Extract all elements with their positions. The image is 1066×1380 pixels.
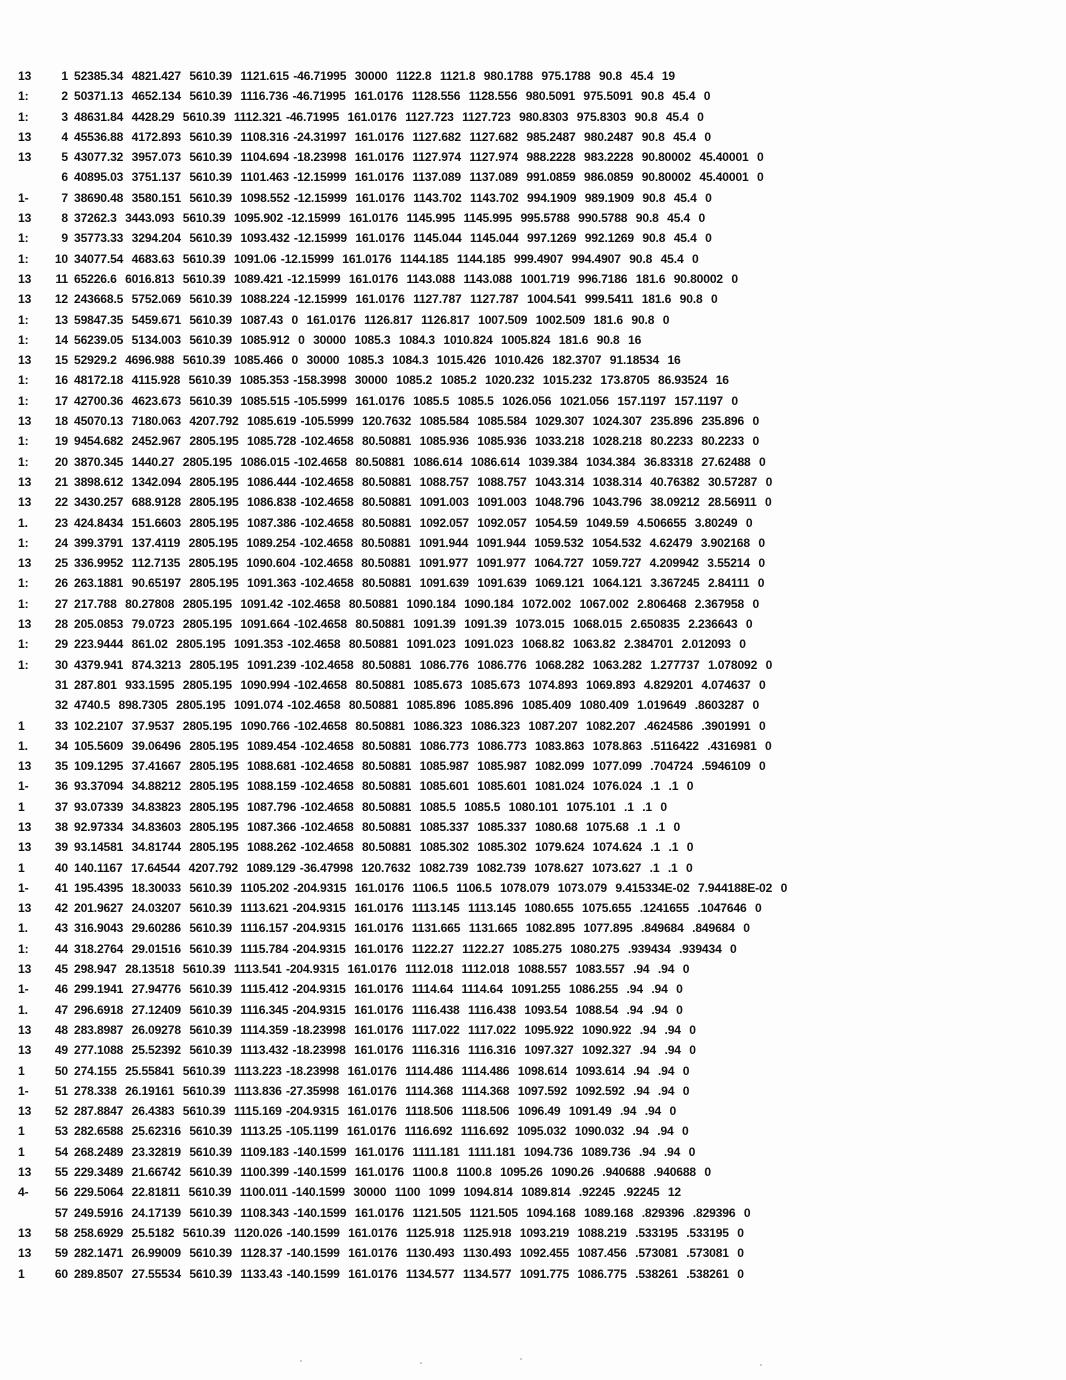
table-row bbox=[18, 756, 1058, 776]
row-index: 35 bbox=[54, 759, 68, 774]
row-index: 36 bbox=[54, 779, 68, 794]
row-prefix: 13 bbox=[18, 129, 32, 144]
row-values: 48172.18 4115.928 5610.39 1085.353 -158.3998 30000 1085.2 1085.2 1020.232 1015.232 173.8705 86.93524 16 bbox=[74, 373, 729, 388]
table-row bbox=[18, 391, 1058, 411]
row-prefix: 1 bbox=[18, 860, 25, 875]
row-index: 49 bbox=[54, 1043, 68, 1058]
row-prefix: 13 bbox=[18, 353, 32, 368]
row-values: 3870.345 1440.27 2805.195 1086.015 -102.4658 80.50881 1086.614 1086.614 1039.384 1034.384 36.83318 27.62488 0 bbox=[74, 454, 766, 469]
row-index: 30 bbox=[54, 657, 68, 672]
row-values: 93.14581 34.81744 2805.195 1088.262 -102.4658 80.50881 1085.302 1085.302 1079.624 1074.624 .1 .1 0 bbox=[74, 840, 694, 855]
table-row bbox=[18, 1061, 1058, 1081]
row-index: 29 bbox=[54, 637, 68, 652]
row-prefix: 1: bbox=[18, 596, 29, 611]
row-values: 274.155 25.55841 5610.39 1113.223 -18.23998 161.0176 1114.486 1114.486 1098.614 1093.614 .94 .94 0 bbox=[74, 1063, 690, 1078]
table-row bbox=[18, 370, 1058, 390]
row-index: 25 bbox=[54, 556, 68, 571]
table-row bbox=[18, 898, 1058, 918]
table-row bbox=[18, 716, 1058, 736]
row-index: 56 bbox=[54, 1185, 68, 1200]
row-index: 26 bbox=[54, 576, 68, 591]
row-prefix: 1 bbox=[18, 718, 25, 733]
row-values: 263.1881 90.65197 2805.195 1091.363 -102.4658 80.50881 1091.639 1091.639 1069.121 1064.121 3.367245 2.84111 0 bbox=[74, 576, 765, 591]
row-prefix: 13 bbox=[18, 617, 32, 632]
row-prefix: 1 bbox=[18, 1266, 25, 1281]
row-index: 17 bbox=[54, 393, 68, 408]
row-prefix: 1: bbox=[18, 231, 29, 246]
table-row bbox=[18, 1182, 1058, 1202]
row-prefix: 1: bbox=[18, 657, 29, 672]
row-prefix: 13 bbox=[18, 1246, 32, 1261]
table-row bbox=[18, 167, 1058, 187]
table-row bbox=[18, 350, 1058, 370]
row-prefix: 1. bbox=[18, 1002, 28, 1017]
scan-speck bbox=[520, 1358, 522, 1360]
row-values: 287.801 933.1595 2805.195 1090.994 -102.4658 80.50881 1085.673 1085.673 1074.893 1069.893 4.829201 4.074637 0 bbox=[74, 677, 766, 692]
table-row bbox=[18, 1020, 1058, 1040]
row-index: 13 bbox=[54, 312, 68, 327]
table-row bbox=[18, 1121, 1058, 1141]
row-index: 31 bbox=[54, 677, 68, 692]
table-row bbox=[18, 533, 1058, 553]
data-table bbox=[18, 66, 1058, 1284]
table-row bbox=[18, 86, 1058, 106]
row-index: 1 bbox=[61, 69, 68, 83]
row-prefix: 1. bbox=[18, 515, 28, 530]
table-row bbox=[18, 249, 1058, 269]
row-prefix: 1- bbox=[18, 779, 29, 794]
row-values: 45536.88 4172.893 5610.39 1108.316 -24.31997 161.0176 1127.682 1127.682 985.2487 980.2487 90.8 45.4 0 bbox=[74, 129, 711, 144]
row-index: 50 bbox=[54, 1063, 68, 1078]
row-prefix: 13 bbox=[18, 69, 32, 83]
row-prefix: 1: bbox=[18, 434, 29, 449]
row-values: 229.5064 22.81811 5610.39 1100.011 -140.1599 30000 1100 1099 1094.814 1089.814 .92245 .92245 12 bbox=[74, 1185, 681, 1200]
row-values: 316.9043 29.60286 5610.39 1116.157 -204.9315 161.0176 1131.665 1131.665 1082.895 1077.895 .849684 .849684 0 bbox=[74, 921, 750, 936]
row-values: 258.6929 25.5182 5610.39 1120.026 -140.1599 161.0176 1125.918 1125.918 1093.219 1088.219 .533195 .533195 0 bbox=[74, 1225, 744, 1240]
row-values: 299.1941 27.94776 5610.39 1115.412 -204.9315 161.0176 1114.64 1114.64 1091.255 1086.255 .94 .94 0 bbox=[74, 982, 683, 997]
row-prefix: 1. bbox=[18, 738, 28, 753]
row-index: 8 bbox=[61, 211, 68, 226]
table-row bbox=[18, 513, 1058, 533]
row-prefix: 13 bbox=[18, 759, 32, 774]
row-values: 65226.6 6016.813 5610.39 1089.421 -12.15999 161.0176 1143.088 1143.088 1001.719 996.7186 181.6 90.80002 0 bbox=[74, 271, 738, 286]
row-index: 43 bbox=[54, 921, 68, 936]
row-values: 4740.5 898.7305 2805.195 1091.074 -102.4658 80.50881 1085.896 1085.896 1085.409 1080.409 1.019649 .8603287 0 bbox=[74, 698, 760, 713]
table-row bbox=[18, 411, 1058, 431]
row-values: 229.3489 21.66742 5610.39 1100.399 -140.1599 161.0176 1100.8 1100.8 1095.26 1090.26 .940688 .940688 0 bbox=[74, 1165, 711, 1180]
row-index: 27 bbox=[54, 596, 68, 611]
row-index: 33 bbox=[54, 718, 68, 733]
table-row bbox=[18, 959, 1058, 979]
row-values: 243668.5 5752.069 5610.39 1088.224 -12.15999 161.0176 1127.787 1127.787 1004.541 999.5411 181.6 90.8 0 bbox=[74, 292, 718, 307]
table-row bbox=[18, 776, 1058, 796]
row-prefix: 13 bbox=[18, 292, 32, 307]
table-row bbox=[18, 939, 1058, 959]
row-values: 37262.3 3443.093 5610.39 1095.902 -12.15999 161.0176 1145.995 1145.995 995.5788 990.5788 90.8 45.4 0 bbox=[74, 211, 706, 226]
row-prefix: 1 bbox=[18, 799, 25, 814]
row-index: 58 bbox=[54, 1225, 68, 1240]
row-prefix: 1: bbox=[18, 941, 29, 956]
row-prefix: 13 bbox=[18, 1022, 32, 1037]
table-row bbox=[18, 107, 1058, 127]
row-values: 43077.32 3957.073 5610.39 1104.694 -18.23998 161.0176 1127.974 1127.974 988.2228 983.2228 90.80002 45.40001 0 bbox=[74, 150, 764, 165]
table-row bbox=[18, 1264, 1058, 1284]
row-values: 278.338 26.19161 5610.39 1113.836 -27.35998 161.0176 1114.368 1114.368 1097.592 1092.592 .94 .94 0 bbox=[74, 1083, 690, 1098]
row-prefix: 1- bbox=[18, 190, 29, 205]
table-row bbox=[18, 594, 1058, 614]
row-index: 23 bbox=[54, 515, 68, 530]
row-values: 40895.03 3751.137 5610.39 1101.463 -12.15999 161.0176 1137.089 1137.089 991.0859 986.0859 90.80002 45.40001 0 bbox=[74, 170, 764, 185]
row-prefix: 1: bbox=[18, 89, 29, 104]
row-index: 18 bbox=[54, 414, 68, 429]
row-values: 277.1088 25.52392 5610.39 1113.432 -18.23998 161.0176 1116.316 1116.316 1097.327 1092.327 .94 .94 0 bbox=[74, 1043, 696, 1058]
row-index: 20 bbox=[54, 454, 68, 469]
row-index: 10 bbox=[54, 251, 68, 266]
table-row bbox=[18, 127, 1058, 147]
row-prefix: 1: bbox=[18, 576, 29, 591]
row-values: 35773.33 3294.204 5610.39 1093.432 -12.15999 161.0176 1145.044 1145.044 997.1269 992.1269 90.8 45.4 0 bbox=[74, 231, 712, 246]
table-row bbox=[18, 878, 1058, 898]
row-index: 53 bbox=[54, 1124, 68, 1139]
table-row bbox=[18, 492, 1058, 512]
row-index: 22 bbox=[54, 495, 68, 510]
row-values: 105.5609 39.06496 2805.195 1089.454 -102.4658 80.50881 1086.773 1086.773 1083.863 1078.863 .5116422 .4316981 0 bbox=[74, 738, 772, 753]
row-values: 249.5916 24.17139 5610.39 1108.343 -140.1599 161.0176 1121.505 1121.505 1094.168 1089.168 .829396 .829396 0 bbox=[74, 1205, 751, 1220]
row-index: 21 bbox=[54, 474, 68, 489]
row-values: 289.8507 27.55534 5610.39 1133.43 -140.1599 161.0176 1134.577 1134.577 1091.775 1086.775 .538261 .538261 0 bbox=[74, 1266, 744, 1281]
scan-speck bbox=[300, 1360, 302, 1362]
row-values: 59847.35 5459.671 5610.39 1087.43 0 161.0176 1126.817 1126.817 1007.509 1002.509 181.6 90.8 0 bbox=[74, 312, 670, 327]
table-row bbox=[18, 228, 1058, 248]
table-row bbox=[18, 147, 1058, 167]
row-prefix: 13 bbox=[18, 962, 32, 977]
row-index: 47 bbox=[54, 1002, 68, 1017]
row-values: 109.1295 37.41667 2805.195 1088.681 -102.4658 80.50881 1085.987 1085.987 1082.099 1077.099 .704724 .5946109 0 bbox=[74, 759, 766, 774]
row-prefix: 1. bbox=[18, 921, 28, 936]
row-index: 19 bbox=[54, 434, 68, 449]
table-row bbox=[18, 66, 1058, 86]
row-values: 282.1471 26.99009 5610.39 1128.37 -140.1599 161.0176 1130.493 1130.493 1092.455 1087.456 .573081 .573081 0 bbox=[74, 1246, 744, 1261]
row-index: 37 bbox=[54, 799, 68, 814]
row-values: 52385.34 4821.427 5610.39 1121.615 -46.71995 30000 1122.8 1121.8 980.1788 975.1788 90.8 45.4 19 bbox=[74, 69, 675, 83]
scan-speck bbox=[760, 1364, 762, 1366]
row-index: 24 bbox=[54, 535, 68, 550]
row-values: 50371.13 4652.134 5610.39 1116.736 -46.71995 161.0176 1128.556 1128.556 980.5091 975.5091 90.8 45.4 0 bbox=[74, 89, 711, 104]
row-prefix: 13 bbox=[18, 150, 32, 165]
row-prefix: 1: bbox=[18, 393, 29, 408]
row-values: 287.8847 26.4383 5610.39 1115.169 -204.9315 161.0176 1118.506 1118.506 1096.49 1091.49 .94 .94 0 bbox=[74, 1104, 677, 1119]
table-row bbox=[18, 1040, 1058, 1060]
row-values: 201.9627 24.03207 5610.39 1113.621 -204.9315 161.0176 1113.145 1113.145 1080.655 1075.655 .1241655 .1047646 0 bbox=[74, 901, 762, 916]
table-row bbox=[18, 452, 1058, 472]
row-values: 282.6588 25.62316 5610.39 1113.25 -105.1199 161.0176 1116.692 1116.692 1095.032 1090.032 .94 .94 0 bbox=[74, 1124, 689, 1139]
row-index: 55 bbox=[54, 1165, 68, 1180]
row-values: 424.8434 151.6603 2805.195 1087.386 -102.4658 80.50881 1092.057 1092.057 1054.59 1049.59 4.506655 3.80249 0 bbox=[74, 515, 753, 530]
row-prefix: 1: bbox=[18, 637, 29, 652]
row-values: 92.97334 34.83603 2805.195 1087.366 -102.4658 80.50881 1085.337 1085.337 1080.68 1075.68 .1 .1 0 bbox=[74, 819, 681, 834]
row-prefix: 13 bbox=[18, 819, 32, 834]
row-prefix: 1: bbox=[18, 373, 29, 388]
row-prefix: 1 bbox=[18, 1124, 25, 1139]
row-index: 45 bbox=[54, 962, 68, 977]
row-values: 93.07339 34.83823 2805.195 1087.796 -102.4658 80.50881 1085.5 1085.5 1080.101 1075.101 .1 .1 0 bbox=[74, 799, 667, 814]
table-row bbox=[18, 573, 1058, 593]
row-index: 54 bbox=[54, 1144, 68, 1159]
row-values: 140.1167 17.64544 4207.792 1089.129 -36.47998 120.7632 1082.739 1082.739 1078.627 1073.627 .1 .1 0 bbox=[74, 860, 693, 875]
row-index: 46 bbox=[54, 982, 68, 997]
row-index: 5 bbox=[61, 150, 68, 165]
row-prefix: 1 bbox=[18, 1063, 25, 1078]
row-prefix: 1- bbox=[18, 880, 29, 895]
row-prefix: 13 bbox=[18, 1225, 32, 1240]
table-row bbox=[18, 310, 1058, 330]
row-index: 60 bbox=[54, 1266, 68, 1281]
row-prefix: 13 bbox=[18, 901, 32, 916]
row-prefix: 13 bbox=[18, 495, 32, 510]
table-row bbox=[18, 858, 1058, 878]
table-row bbox=[18, 1203, 1058, 1223]
row-values: 283.8987 26.09278 5610.39 1114.359 -18.23998 161.0176 1117.022 1117.022 1095.922 1090.922 .94 .94 0 bbox=[74, 1022, 696, 1037]
row-values: 399.3791 137.4119 2805.195 1089.254 -102.4658 80.50881 1091.944 1091.944 1059.532 1054.532 4.62479 3.902168 0 bbox=[74, 535, 765, 550]
row-index: 42 bbox=[54, 901, 68, 916]
row-prefix: 13 bbox=[18, 414, 32, 429]
row-index: 41 bbox=[54, 880, 68, 895]
row-prefix: 13 bbox=[18, 840, 32, 855]
row-prefix: 1: bbox=[18, 535, 29, 550]
row-index: 59 bbox=[54, 1246, 68, 1261]
row-index: 2 bbox=[61, 89, 68, 104]
table-row bbox=[18, 1101, 1058, 1121]
row-values: 34077.54 4683.63 5610.39 1091.06 -12.15999 161.0176 1144.185 1144.185 999.4907 994.4907 90.8 45.4 0 bbox=[74, 251, 699, 266]
row-index: 9 bbox=[61, 231, 68, 246]
row-index: 4 bbox=[61, 129, 68, 144]
row-prefix: 4- bbox=[18, 1185, 29, 1200]
table-row bbox=[18, 736, 1058, 756]
row-index: 57 bbox=[54, 1205, 68, 1220]
row-values: 93.37094 34.88212 2805.195 1088.159 -102.4658 80.50881 1085.601 1085.601 1081.024 1076.024 .1 .1 0 bbox=[74, 779, 694, 794]
row-values: 56239.05 5134.003 5610.39 1085.912 0 30000 1085.3 1084.3 1010.824 1005.824 181.6 90.8 16 bbox=[74, 332, 642, 347]
table-row bbox=[18, 655, 1058, 675]
row-values: 48631.84 4428.29 5610.39 1112.321 -46.71995 161.0176 1127.723 1127.723 980.8303 975.8303 90.8 45.4 0 bbox=[74, 109, 704, 124]
row-prefix: 13 bbox=[18, 556, 32, 571]
row-values: 42700.36 4623.673 5610.39 1085.515 -105.5999 161.0176 1085.5 1085.5 1026.056 1021.056 157.1197 157.1197 0 bbox=[74, 393, 738, 408]
row-prefix: 13 bbox=[18, 1165, 32, 1180]
table-row bbox=[18, 979, 1058, 999]
row-prefix: 1: bbox=[18, 312, 29, 327]
row-values: 102.2107 37.9537 2805.195 1090.766 -102.4658 80.50881 1086.323 1086.323 1087.207 1082.207 .4624586 .3901991 0 bbox=[74, 718, 766, 733]
row-values: 268.2489 23.32819 5610.39 1109.183 -140.1599 161.0176 1111.181 1111.181 1094.736 1089.736 .94 .94 0 bbox=[74, 1144, 696, 1159]
row-index: 7 bbox=[61, 190, 68, 205]
row-index: 32 bbox=[54, 698, 68, 713]
row-prefix: 13 bbox=[18, 1043, 32, 1058]
row-values: 4379.941 874.3213 2805.195 1091.239 -102.4658 80.50881 1086.776 1086.776 1068.282 1063.282 1.277737 1.078092 0 bbox=[74, 657, 773, 672]
row-index: 12 bbox=[54, 292, 68, 307]
row-values: 38690.48 3580.151 5610.39 1098.552 -12.15999 161.0176 1143.702 1143.702 994.1909 989.1909 90.8 45.4 0 bbox=[74, 190, 712, 205]
row-values: 217.788 80.27808 2805.195 1091.42 -102.4658 80.50881 1090.184 1090.184 1072.002 1067.002 2.806468 2.367958 0 bbox=[74, 596, 760, 611]
row-values: 336.9952 112.7135 2805.195 1090.604 -102.4658 80.50881 1091.977 1091.977 1064.727 1059.727 4.209942 3.55214 0 bbox=[74, 556, 765, 571]
row-index: 15 bbox=[54, 353, 68, 368]
row-prefix: 13 bbox=[18, 211, 32, 226]
table-row bbox=[18, 188, 1058, 208]
row-prefix: 1- bbox=[18, 1083, 29, 1098]
table-row bbox=[18, 634, 1058, 654]
table-row bbox=[18, 1081, 1058, 1101]
row-values: 195.4395 18.30033 5610.39 1105.202 -204.9315 161.0176 1106.5 1106.5 1078.079 1073.079 9.415334E-02 7.944188E-02 0 bbox=[74, 880, 788, 895]
table-row bbox=[18, 797, 1058, 817]
table-row bbox=[18, 330, 1058, 350]
table-row bbox=[18, 208, 1058, 228]
table-row bbox=[18, 675, 1058, 695]
row-prefix: 13 bbox=[18, 1104, 32, 1119]
row-prefix: 1: bbox=[18, 454, 29, 469]
table-row bbox=[18, 269, 1058, 289]
row-values: 9454.682 2452.967 2805.195 1085.728 -102.4658 80.50881 1085.936 1085.936 1033.218 1028.218 80.2233 80.2233 0 bbox=[74, 434, 760, 449]
row-index: 28 bbox=[54, 617, 68, 632]
row-values: 45070.13 7180.063 4207.792 1085.619 -105.5999 120.7632 1085.584 1085.584 1029.307 1024.307 235.896 235.896 0 bbox=[74, 414, 760, 429]
row-prefix: 1: bbox=[18, 332, 29, 347]
table-row bbox=[18, 695, 1058, 715]
row-index: 52 bbox=[54, 1104, 68, 1119]
row-index: 39 bbox=[54, 840, 68, 855]
table-row bbox=[18, 817, 1058, 837]
row-prefix: 1: bbox=[18, 251, 29, 266]
row-values: 205.0853 79.0723 2805.195 1091.664 -102.4658 80.50881 1091.39 1091.39 1073.015 1068.015 2.650835 2.236643 0 bbox=[74, 617, 753, 632]
table-row bbox=[18, 1142, 1058, 1162]
row-index: 44 bbox=[54, 941, 68, 956]
row-index: 6 bbox=[61, 170, 68, 185]
row-values: 298.947 28.13518 5610.39 1113.541 -204.9315 161.0176 1112.018 1112.018 1088.557 1083.557 .94 .94 0 bbox=[74, 962, 690, 977]
row-prefix: 1 bbox=[18, 1144, 25, 1159]
row-prefix: 13 bbox=[18, 474, 32, 489]
row-values: 52929.2 4696.988 5610.39 1085.466 0 30000 1085.3 1084.3 1015.426 1010.426 182.3707 91.18534 16 bbox=[74, 353, 681, 368]
row-values: 3898.612 1342.094 2805.195 1086.444 -102.4658 80.50881 1088.757 1088.757 1043.314 1038.314 40.76382 30.57287 0 bbox=[74, 474, 773, 489]
table-row bbox=[18, 1000, 1058, 1020]
table-row bbox=[18, 1162, 1058, 1182]
table-row bbox=[18, 553, 1058, 573]
row-prefix: 13 bbox=[18, 271, 32, 286]
table-row bbox=[18, 431, 1058, 451]
row-index: 3 bbox=[61, 109, 68, 124]
table-row bbox=[18, 918, 1058, 938]
row-index: 14 bbox=[54, 332, 68, 347]
row-prefix: 1: bbox=[18, 109, 29, 124]
table-row bbox=[18, 289, 1058, 309]
row-values: 296.6918 27.12409 5610.39 1116.345 -204.9315 161.0176 1116.438 1116.438 1093.54 1088.54 .94 .94 0 bbox=[74, 1002, 683, 1017]
row-index: 48 bbox=[54, 1022, 68, 1037]
row-index: 51 bbox=[54, 1083, 68, 1098]
row-values: 318.2764 29.01516 5610.39 1115.784 -204.9315 161.0176 1122.27 1122.27 1085.275 1080.275 .939434 .939434 0 bbox=[74, 941, 737, 956]
row-prefix: 1- bbox=[18, 982, 29, 997]
row-values: 3430.257 688.9128 2805.195 1086.838 -102.4658 80.50881 1091.003 1091.003 1048.796 1043.796 38.09212 28.56911 0 bbox=[74, 495, 772, 510]
row-index: 38 bbox=[54, 819, 68, 834]
row-index: 34 bbox=[54, 738, 68, 753]
table-row bbox=[18, 1243, 1058, 1263]
table-row bbox=[18, 837, 1058, 857]
row-index: 16 bbox=[54, 373, 68, 388]
row-index: 40 bbox=[54, 860, 68, 875]
row-values: 223.9444 861.02 2805.195 1091.353 -102.4658 80.50881 1091.023 1091.023 1068.82 1063.82 2.384701 2.012093 0 bbox=[74, 637, 746, 652]
scan-speck bbox=[420, 1362, 422, 1364]
table-row bbox=[18, 472, 1058, 492]
table-row bbox=[18, 1223, 1058, 1243]
table-row bbox=[18, 614, 1058, 634]
row-index: 11 bbox=[55, 271, 68, 286]
